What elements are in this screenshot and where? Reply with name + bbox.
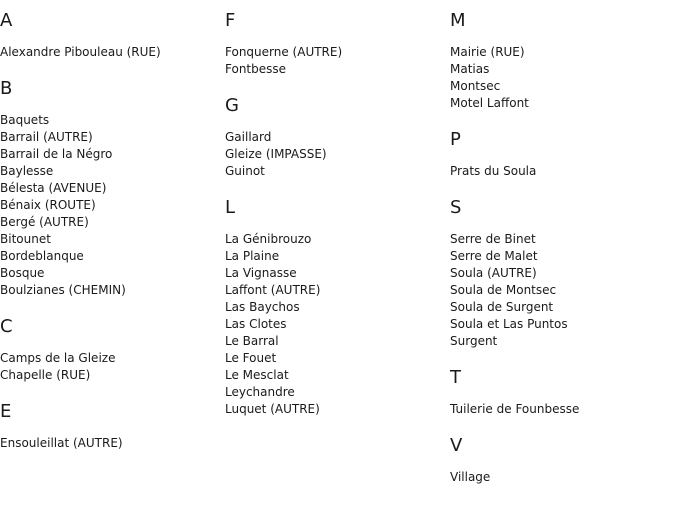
street-link[interactable]: Montsec: [450, 79, 501, 93]
letter-group: [225, 95, 445, 180]
street-link[interactable]: La Vignasse: [225, 266, 297, 280]
street-list: [450, 163, 670, 180]
street-column: [0, 10, 220, 469]
street-link[interactable]: Soula de Montsec: [450, 283, 557, 297]
street-list: [450, 401, 670, 418]
street-link[interactable]: Baquets: [0, 113, 50, 127]
letter-heading: S: [450, 197, 462, 218]
street-link[interactable]: Soula (AUTRE): [450, 266, 537, 280]
street-list: [225, 231, 445, 418]
street-link[interactable]: Barrail de la Négro: [0, 147, 113, 161]
letter-group: [450, 435, 670, 486]
letter-group: [0, 401, 220, 452]
street-link[interactable]: Prats du Soula: [450, 164, 537, 178]
letter-heading: V: [450, 435, 463, 456]
street-link[interactable]: Chapelle (RUE): [0, 368, 91, 382]
letter-group: [450, 367, 670, 418]
street-link[interactable]: Leychandre: [225, 385, 295, 399]
street-link[interactable]: Soula de Surgent: [450, 300, 554, 314]
street-link[interactable]: Bitounet: [0, 232, 51, 246]
street-link[interactable]: Tuilerie de Founbesse: [450, 402, 580, 416]
street-list: [450, 231, 670, 350]
street-list: [450, 469, 670, 486]
street-link[interactable]: Ensouleillat (AUTRE): [0, 436, 123, 450]
street-link[interactable]: Gleize (IMPASSE): [225, 147, 327, 161]
street-link[interactable]: Bergé (AUTRE): [0, 215, 89, 229]
street-link[interactable]: Bénaix (ROUTE): [0, 198, 96, 212]
street-link[interactable]: Le Fouet: [225, 351, 277, 365]
letter-group: [450, 10, 670, 112]
street-link[interactable]: Serre de Binet: [450, 232, 536, 246]
street-link[interactable]: Matias: [450, 62, 490, 76]
letter-heading: B: [0, 78, 13, 99]
street-link[interactable]: Luquet (AUTRE): [225, 402, 320, 416]
street-list: [0, 44, 220, 61]
street-link[interactable]: Motel Laffont: [450, 96, 529, 110]
street-link[interactable]: Soula et Las Puntos: [450, 317, 568, 331]
letter-heading: A: [0, 10, 13, 31]
letter-group: [0, 78, 220, 299]
street-list: [0, 435, 220, 452]
street-column: [450, 10, 670, 503]
street-link[interactable]: Baylesse: [0, 164, 54, 178]
letter-group: [225, 197, 445, 418]
letter-group: [0, 10, 220, 61]
letter-heading: M: [450, 10, 466, 31]
street-list: [0, 112, 220, 299]
street-link[interactable]: Village: [450, 470, 491, 484]
street-column: [225, 10, 445, 435]
street-list: [0, 350, 220, 384]
street-link[interactable]: Las Baychos: [225, 300, 300, 314]
street-link[interactable]: Surgent: [450, 334, 498, 348]
letter-heading: P: [450, 129, 461, 150]
street-link[interactable]: Le Barral: [225, 334, 279, 348]
street-list: [225, 129, 445, 180]
street-link[interactable]: Camps de la Gleize: [0, 351, 116, 365]
street-link[interactable]: Gaillard: [225, 130, 272, 144]
letter-heading: E: [0, 401, 12, 422]
letter-group: [450, 197, 670, 350]
letter-heading: T: [450, 367, 461, 388]
street-link[interactable]: Boulzianes (CHEMIN): [0, 283, 126, 297]
street-link[interactable]: Le Mesclat: [225, 368, 289, 382]
street-link[interactable]: Alexandre Pibouleau (RUE): [0, 45, 161, 59]
letter-group: [225, 10, 445, 78]
street-link[interactable]: Barrail (AUTRE): [0, 130, 93, 144]
letter-heading: C: [0, 316, 13, 337]
street-link[interactable]: La Plaine: [225, 249, 280, 263]
street-link[interactable]: Guinot: [225, 164, 265, 178]
street-link[interactable]: Mairie (RUE): [450, 45, 525, 59]
street-list: [450, 44, 670, 112]
letter-group: [450, 129, 670, 180]
street-link[interactable]: Serre de Malet: [450, 249, 538, 263]
street-link[interactable]: Fonquerne (AUTRE): [225, 45, 343, 59]
street-list: [225, 44, 445, 78]
street-link[interactable]: Bélesta (AVENUE): [0, 181, 107, 195]
street-link[interactable]: Las Clotes: [225, 317, 287, 331]
street-link[interactable]: Laffont (AUTRE): [225, 283, 321, 297]
letter-heading: G: [225, 95, 239, 116]
letter-heading: L: [225, 197, 236, 218]
street-link[interactable]: Bordeblanque: [0, 249, 84, 263]
letter-heading: F: [225, 10, 236, 31]
street-link[interactable]: La Génibrouzo: [225, 232, 312, 246]
street-link[interactable]: Bosque: [0, 266, 45, 280]
letter-group: [0, 316, 220, 384]
street-link[interactable]: Fontbesse: [225, 62, 287, 76]
